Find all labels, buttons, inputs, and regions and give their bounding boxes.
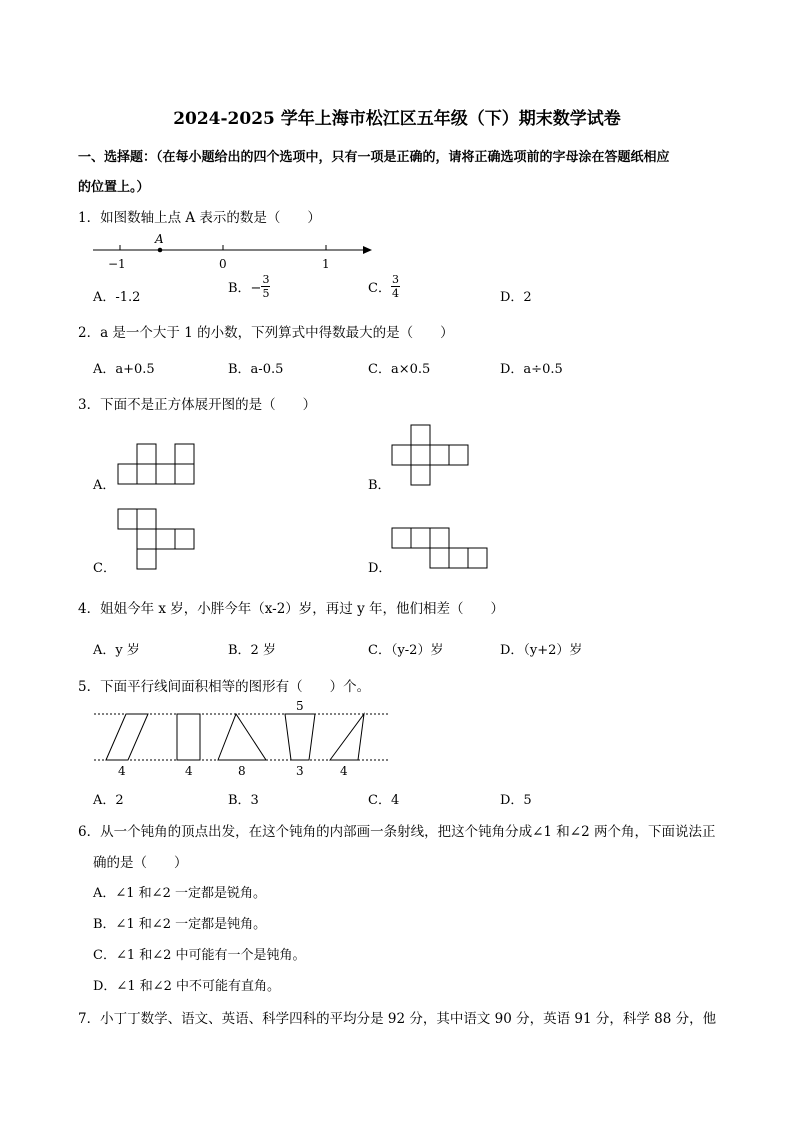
net-d-figure xyxy=(390,527,494,571)
question-6-stem-line1: 6．从一个钝角的顶点出发，在这个钝角的内部画一条射线，把这个钝角分成∠1 和∠2 两个角，下面说法正 xyxy=(78,824,716,840)
section-heading-line1 xyxy=(78,146,670,165)
tick-label-0: 0 xyxy=(219,257,227,271)
section-note-line2: 的位置上。） xyxy=(78,180,150,195)
label-3-trapezoid: 3 xyxy=(296,764,304,778)
parallelogram-shape xyxy=(106,714,148,760)
label-top-5: 5 xyxy=(296,699,304,713)
q1-option-b-fraction xyxy=(261,274,270,299)
q1-option-b[interactable] xyxy=(228,274,270,299)
q6-option-c[interactable]: C．∠1 和∠2 中可能有一个是钝角。 xyxy=(93,948,306,963)
tick-label-minus1: −1 xyxy=(108,257,126,271)
page-title: 2024-2025 学年上海市松江区五年级（下）期末数学试卷 xyxy=(173,109,621,129)
label-4-parallelogram: 4 xyxy=(118,764,126,778)
q1-option-a[interactable]: A．-1.2 xyxy=(93,290,141,305)
trapezoid-shape xyxy=(285,714,315,760)
fraction-denominator: 4 xyxy=(391,287,399,300)
q5-option-d[interactable]: D．5 xyxy=(500,793,532,808)
section-note-line1: （在每小题给出的四个选项中，只有一项是正确的，请将正确选项前的字母涂在答题纸相应 xyxy=(156,150,670,165)
q2-option-b[interactable]: B．a-0.5 xyxy=(228,362,284,377)
q4-option-d[interactable]: D．（y+2）岁 xyxy=(500,643,583,658)
q3-option-a[interactable]: A． xyxy=(93,478,116,493)
q4-option-a[interactable]: A．y 岁 xyxy=(93,643,140,658)
arrow-icon xyxy=(363,246,372,254)
label-8-triangle: 8 xyxy=(238,764,246,778)
parallel-lines-figure xyxy=(90,697,392,781)
q5-option-c[interactable]: C．4 xyxy=(368,793,400,808)
question-1-stem: 1．如图数轴上点 A 表示的数是（ ） xyxy=(78,210,321,226)
question-2-stem: 2．a 是一个大于 1 的小数，下列算式中得数最大的是（ ） xyxy=(78,325,454,341)
tick-label-1: 1 xyxy=(322,257,330,271)
fraction-denominator: 5 xyxy=(262,287,270,300)
q3-option-b[interactable]: B． xyxy=(368,478,391,493)
number-line-figure xyxy=(88,228,378,273)
label-4-rectangle: 4 xyxy=(185,764,193,778)
question-4-stem: 4．姐姐今年 x 岁，小胖今年（x-2）岁，再过 y 年，他们相差（ ） xyxy=(78,601,505,617)
q6-option-b[interactable]: B．∠1 和∠2 一定都是钝角。 xyxy=(93,917,267,932)
q2-option-c[interactable]: C．a×0.5 xyxy=(368,362,431,377)
label-4-triangle: 4 xyxy=(340,764,348,778)
net-a-figure xyxy=(116,443,200,487)
q5-option-a[interactable]: A．2 xyxy=(93,793,124,808)
point-a-dot xyxy=(158,248,163,253)
question-5-stem: 5．下面平行线间面积相等的图形有（ ）个。 xyxy=(78,679,371,695)
section-heading: 一、选择题： xyxy=(78,150,157,165)
q5-option-b[interactable]: B．3 xyxy=(228,793,259,808)
question-7-stem: 7．小丁丁数学、语文、英语、科学四科的平均分是 92 分，其中语文 90 分，英语 91 分，科学 88 分，他 xyxy=(78,1011,717,1027)
q1-option-d[interactable]: D．2 xyxy=(500,290,532,305)
q3-option-d[interactable]: D． xyxy=(368,561,392,576)
question-3-stem: 3．下面不是正方体展开图的是（ ） xyxy=(78,397,317,413)
q1-option-c-prefix: C． xyxy=(368,281,391,296)
fraction-numerator: 3 xyxy=(262,273,270,286)
fraction-numerator: 3 xyxy=(391,273,399,286)
triangle-shape xyxy=(218,714,266,760)
question-6-stem-line2: 确的是（ ） xyxy=(93,855,188,871)
net-c-figure xyxy=(116,508,200,570)
q4-option-b[interactable]: B．2 岁 xyxy=(228,643,276,658)
q3-option-c[interactable]: C． xyxy=(93,561,116,576)
point-a-label: A xyxy=(155,232,164,246)
q1-option-c[interactable] xyxy=(368,274,400,299)
q2-option-d[interactable]: D．a÷0.5 xyxy=(500,362,563,377)
q1-option-c-fraction xyxy=(391,274,400,299)
q6-option-d[interactable]: D．∠1 和∠2 中不可能有直角。 xyxy=(93,979,281,994)
net-b-figure xyxy=(390,424,474,486)
obtuse-triangle-shape xyxy=(330,714,364,760)
rectangle-shape xyxy=(177,714,200,760)
q1-option-b-prefix: B．− xyxy=(228,281,262,296)
q6-option-a[interactable]: A．∠1 和∠2 一定都是锐角。 xyxy=(93,886,266,901)
q4-option-c[interactable]: C．（y-2）岁 xyxy=(368,643,444,658)
q2-option-a[interactable]: A．a+0.5 xyxy=(93,362,155,377)
